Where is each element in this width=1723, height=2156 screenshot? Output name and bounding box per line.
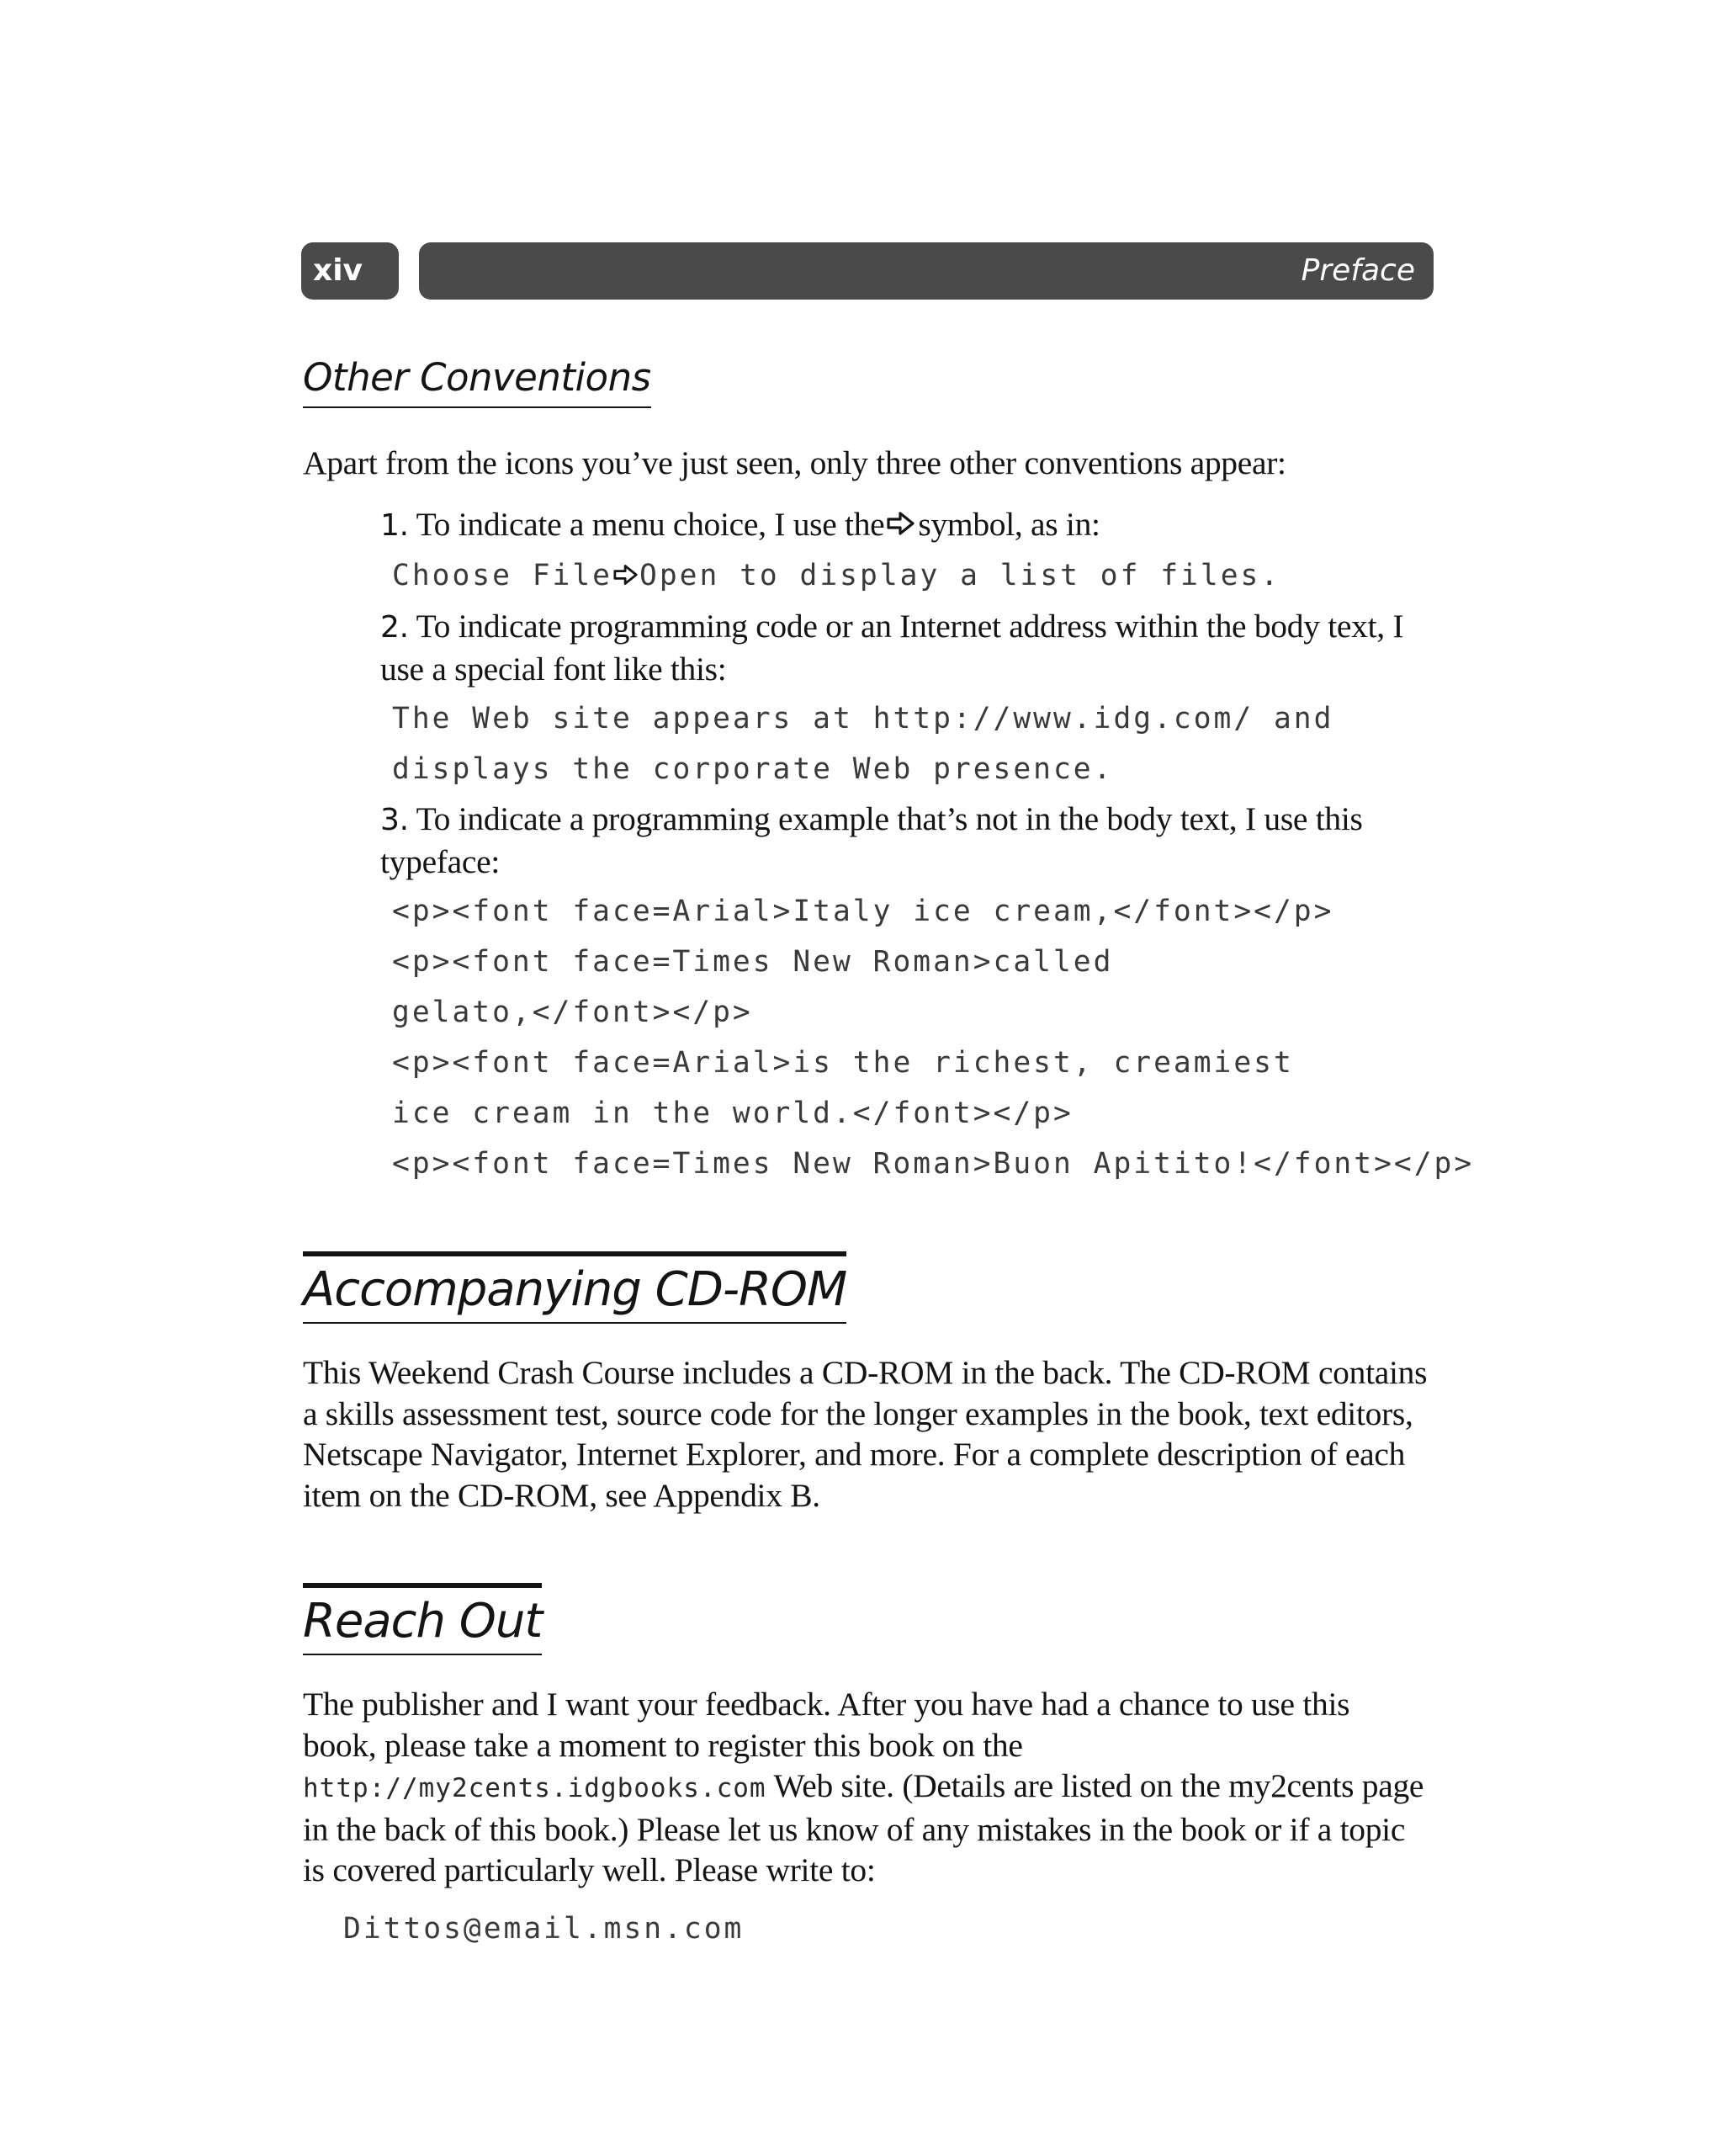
item-number: 3. <box>380 803 409 837</box>
contact-email-link[interactable]: Dittos@email.msn.com <box>343 1912 745 1946</box>
reach-out-body <box>303 1684 1430 1891</box>
item-text: To indicate programming code or an Internet address within the body text, I use a special font like this: <box>380 608 1404 688</box>
conventions-intro: Apart from the icons you’ve just seen, only three other conventions appear: <box>303 444 1286 481</box>
other-conventions-heading: Other Conventions <box>303 354 651 408</box>
code-line: The Web site appears at http://www.idg.com/ and <box>392 702 1334 735</box>
section-title: Preface <box>1301 253 1415 288</box>
menu-choice-example <box>392 559 1280 592</box>
code-line: displays the corporate Web presence. <box>392 752 1114 786</box>
item-text-after: symbol, as in: <box>918 506 1100 543</box>
item-number: 2. <box>380 610 409 645</box>
cdrom-heading: Accompanying CD-ROM <box>303 1251 846 1324</box>
convention-item-2 <box>380 606 1415 689</box>
cdrom-body: This Weekend Crash Course includes a CD-ROM in the back. The CD-ROM contains a skills assessment test, source code for the longer examples in the book, text editors, Netscape Navigator, Internet Explorer, and more. For a complete description of each item on the CD-ROM, see Appendix B. <box>303 1354 1428 1514</box>
code-line: <p><font face=Arial>Italy ice cream,</font></p> <box>392 895 1334 928</box>
right-arrow-icon <box>886 510 916 537</box>
example-part: Choose File <box>392 559 612 592</box>
item-number: 1. <box>380 508 409 543</box>
item-text: To indicate a programming example that’s not in the body text, I use this typeface: <box>380 800 1363 880</box>
item-text: To indicate a menu choice, I use the <box>408 506 885 543</box>
code-line: ice cream in the world.</font></p> <box>392 1097 1074 1130</box>
reach-out-heading: Reach Out <box>303 1583 542 1655</box>
code-line: <p><font face=Arial>is the richest, creamiest <box>392 1046 1294 1080</box>
convention-item-3 <box>380 799 1415 882</box>
code-line: <p><font face=Times New Roman>called <box>392 945 1114 979</box>
code-line: <p><font face=Times New Roman>Buon Apitito!</font></p> <box>392 1147 1475 1181</box>
convention-item-1 <box>380 504 1415 547</box>
page-number: xiv <box>313 253 363 288</box>
running-header-bar <box>419 242 1434 300</box>
body-text: Web site. (Details are listed on the my2cents page in the back of this book.) Please let us know of any mistakes in the book or if a topic is covered particularly well. Please write to: <box>303 1767 1424 1888</box>
body-text: The publisher and I want your feedback. After you have had a chance to use this book, please take a moment to register this book on the <box>303 1686 1350 1764</box>
page-number-tab <box>301 242 399 300</box>
example-part: Open to display a list of files. <box>639 559 1281 592</box>
my2cents-url-link[interactable]: http://my2cents.idgbooks.com <box>303 1773 766 1803</box>
right-arrow-icon <box>612 563 639 587</box>
code-line: gelato,</font></p> <box>392 996 753 1029</box>
